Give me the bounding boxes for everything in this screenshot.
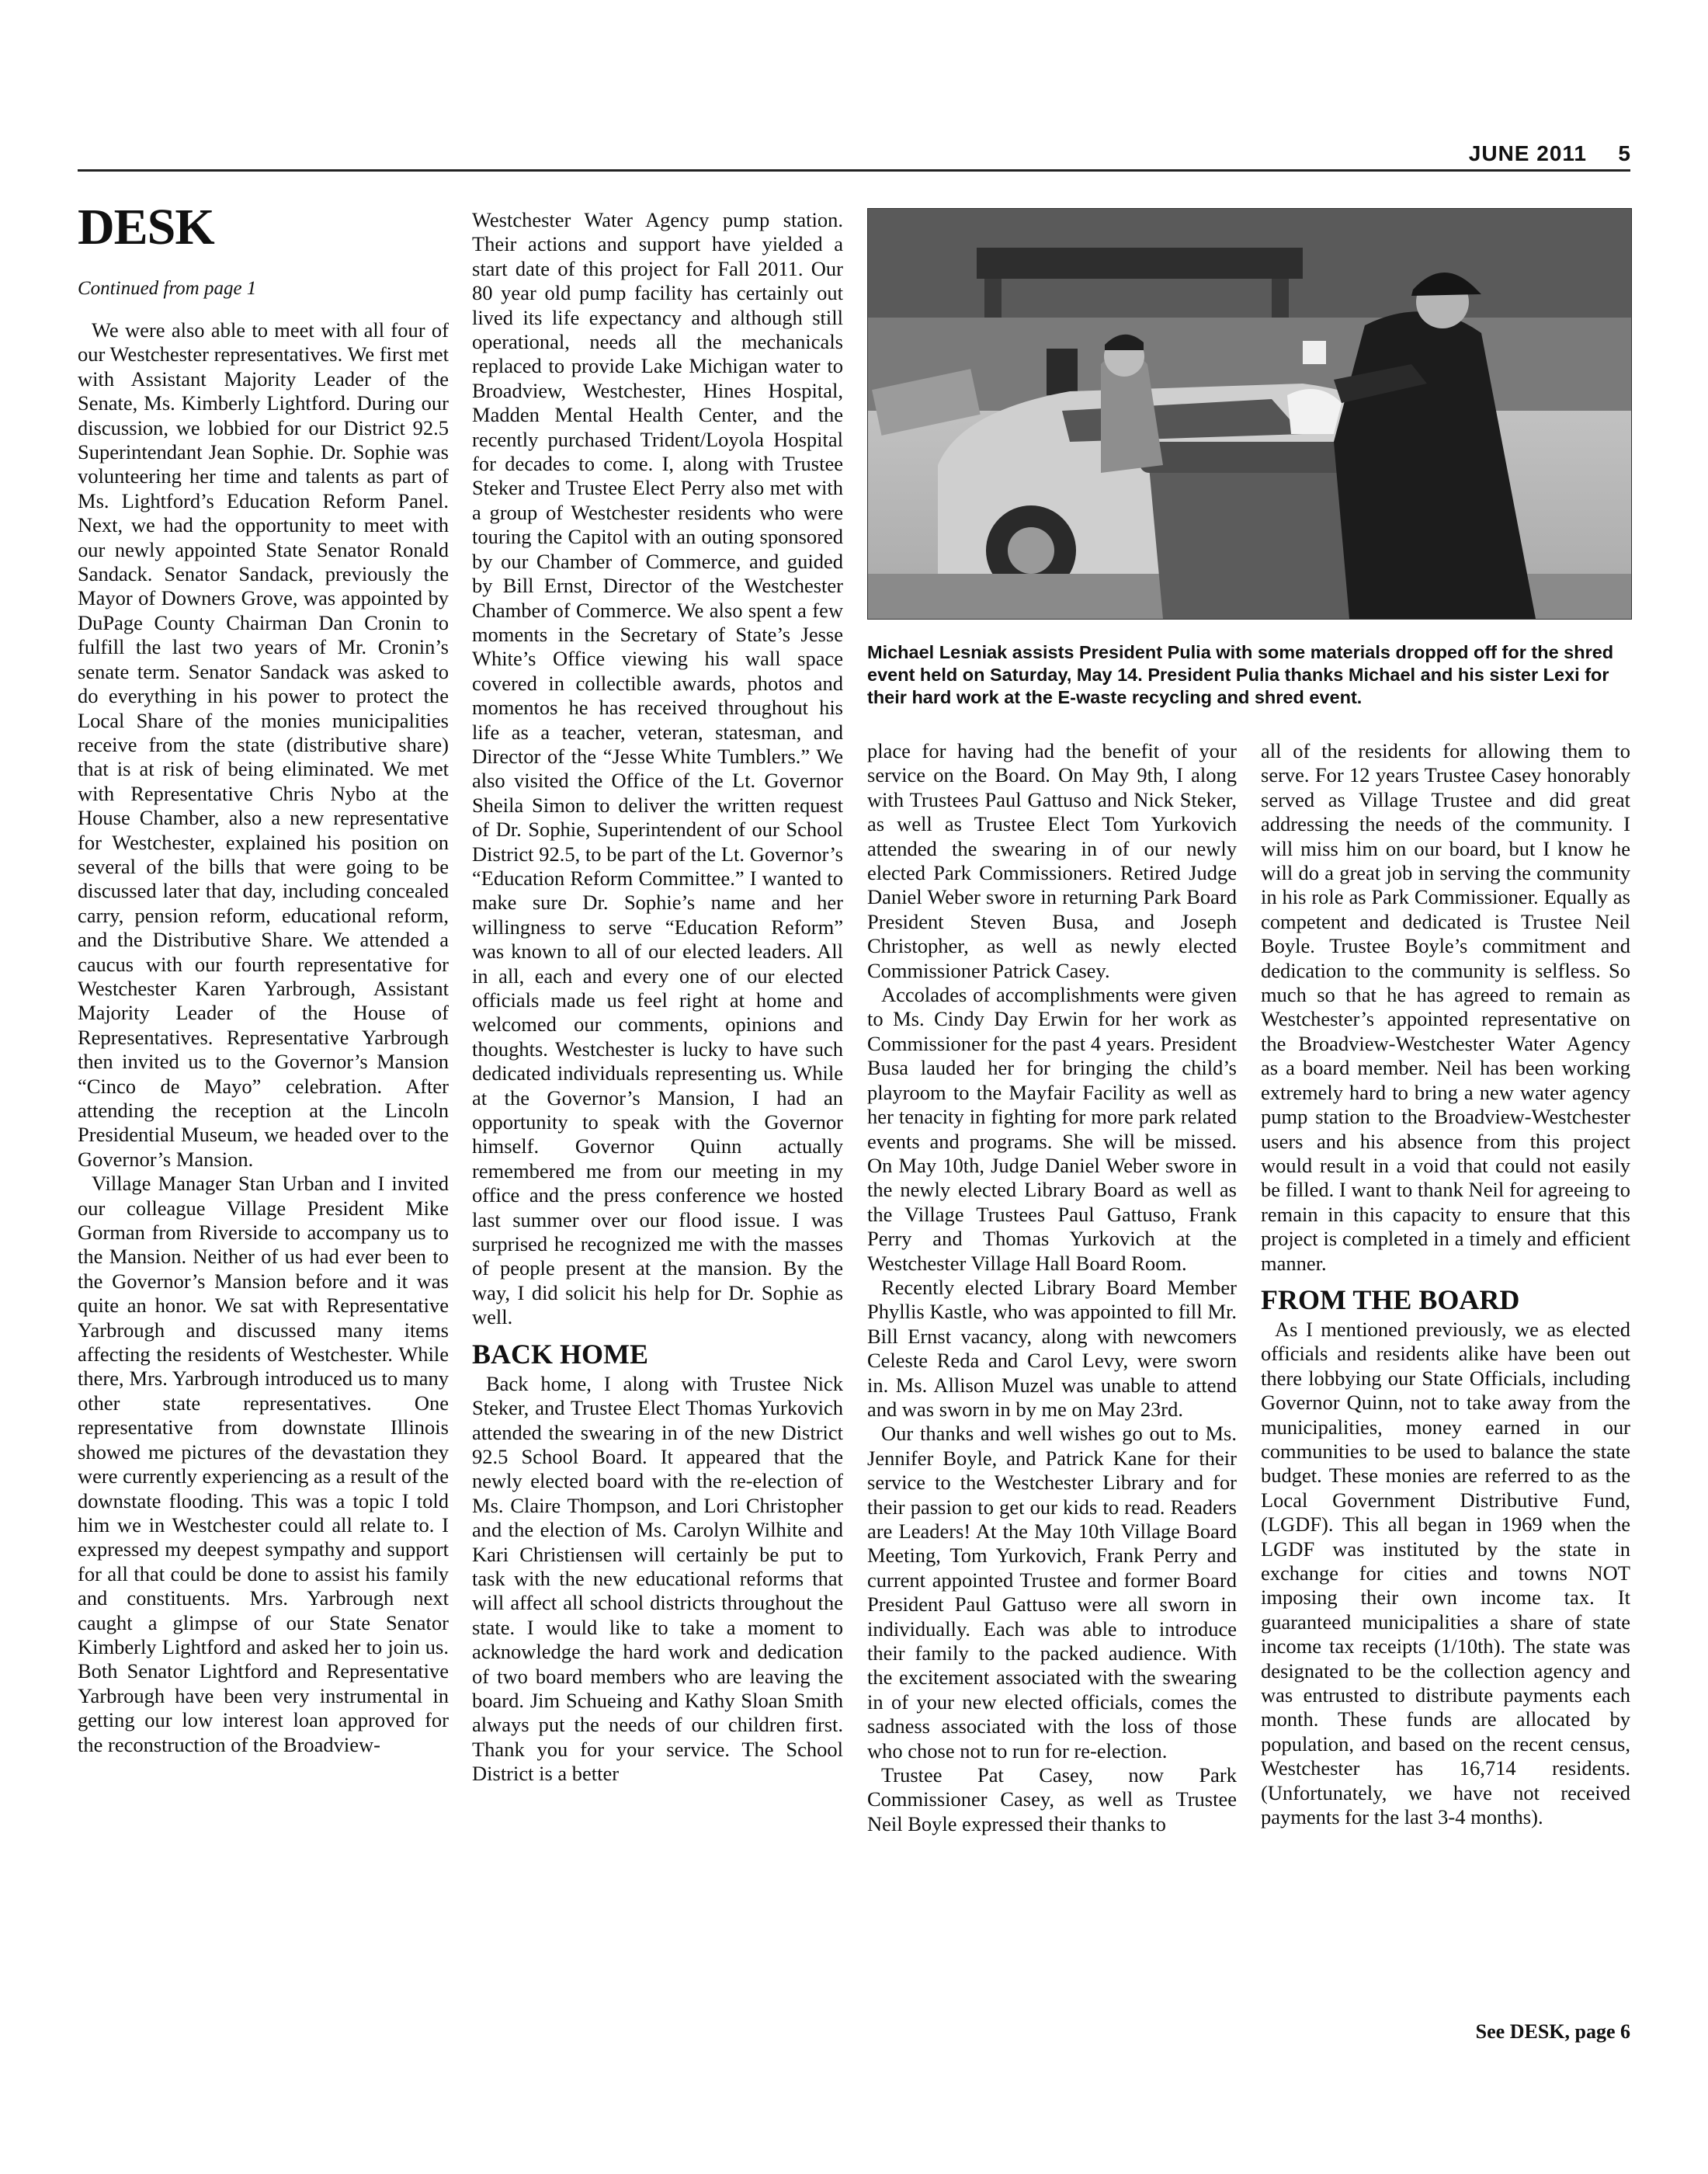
paragraph: all of the residents for allowing them to serve. For 12 years Trustee Casey honorably served as Village Trustee and did great addressing the needs of the community. I will miss him on our board, but I know he will do a great job in serving the community in his role as Park Commissioner. Equally as competent and dedicated is Trustee Neil Boyle. Trustee Boyle’s commitment and dedication to the community is selfless. So much so that he has agreed to remain as Westchester’s appointed representative on the Broadview-Westchester Water Agency as a board member. Neil has been working extremely hard to bring a new water agency pump station to the Broadview-Westchester users and his absence from this project would result in a void that could not easily be filled. I want to thank Neil for agreeing to remain in this capacity to ensure that this project is completed in a timely and efficient manner.: [1261, 739, 1630, 1275]
paragraph: We were also able to meet with all four of our Westchester representatives. We first met with Assistant Majority Leader of the Senate, Ms. Kimberly Lightford. During our discussion, we lobbied for our District 92.5 Superintendant Jean Sophie. Dr. Sophie was volunteering her time and talents as part of Ms. Lightford’s Education Reform Panel. Next, we had the opportunity to meet with our newly appointed State Senator Ronald Sandack. Senator Sandack, previously the Mayor of Downers Grove, was appointed by DuPage County Chairman Dan Cronin to fulfill the last two years of Mr. Cronin’s senate term. Senator Sandack was asked to do everything in his power to protect the Local Share of the monies municipalities receive from the state (distributive share) that is at risk of being eliminated. We met with Representative Chris Nybo at the House Chamber, also a new representative for Westchester, explained his position on several of the bills that were going to be discussed later that day, including concealed carry, pension reform, educational reform, and the Distributive Share. We attended a caucus with our fourth representative for Westchester Karen Yarbrough, Assistant Majority Leader of the House of Representatives. Representative Yarbrough then invited us to the Governor’s Mansion “Cinco de Mayo” celebration. After attending the reception at the Lincoln Presidential Museum, we headed over to the Governor’s Mansion.: [78, 318, 449, 1171]
page-header: [78, 141, 1630, 168]
paragraph: Recently elected Library Board Member Phyllis Kastle, who was appointed to fill Mr. Bill Ernst vacancy, along with newcomers Celeste Reda and Carol Levy, were sworn in. Ms. Allison Muzel was unable to attend and was sworn in by me on May 23rd.: [867, 1275, 1237, 1421]
paragraph: As I mentioned previously, we as elected officials and residents alike have been out there lobbying our State Officials, including Governor Quinn, not to take away from the municipalities, money earned in our communities to be used to balance the state budget. These monies are referred to as the Local Government Distributive Fund, (LGDF). This all began in 1969 when the LGDF was instituted by the state in exchange for cities and towns NOT imposing their own income tax. It guaranteed municipalities a share of state income tax receipts (1/10th). The state was designated to be the collection agency and was entrusted to distribute payments each month. These funds are allocated by population, and based on the recent census, Westchester has 16,714 residents. (Unfortunately, we have not received payments for the last 3-4 months).: [1261, 1317, 1630, 1829]
column-2: [472, 208, 843, 1787]
news-photo: [867, 208, 1632, 620]
paragraph: Back home, I along with Trustee Nick Steker, and Trustee Elect Thomas Yurkovich attended the swearing in of the new District 92.5 School Board. It appeared that the newly elected board with the re-election of Ms. Claire Thompson, and Lori Christopher and the election of Ms. Carolyn Wilhite and Kari Christiensen will certainly be put to task with the new educational reforms that will affect all school districts throughout the state. I would like to take a moment to acknowledge the hard work and dedication of two board members who are leaving the board. Jim Schueing and Kathy Sloan Smith always put the needs of our children first. Thank you for your service. The School District is a better: [472, 1371, 843, 1786]
paragraph: Accolades of accomplishments were given to Ms. Cindy Day Erwin for her work as Commissioner for the past 4 years. President Busa lauded her for bringing the child’s playroom to the Mayfair Facility as well as her tenacity in fighting for more park related events and programs. She will be missed. On May 10th, Judge Daniel Weber swore in the newly elected Library Board as well as the Village Trustees Paul Gattuso, Frank Perry and Thomas Yurkovich at the Westchester Village Hall Board Room.: [867, 983, 1237, 1275]
continued-on-note: See DESK, page 6: [1475, 2020, 1630, 2043]
issue-date: JUNE 2011: [1468, 141, 1587, 165]
column-3: [867, 739, 1237, 1836]
section-heading-back-home: BACK HOME: [472, 1338, 649, 1370]
paragraph: Westchester Water Agency pump station. Their actions and support have yielded a start date of this project for Fall 2011. Our 80 year old pump facility has certainly out lived its life expectancy and although still operational, needs all the mechanicals replaced to provide Lake Michigan water to Broadview, Westchester, Hines Hospital, Madden Mental Health Center, and the recently purchased Trident/Loyola Hospital for decades to come. I, along with Trustee Steker and Trustee Elect Perry also met with a group of Westchester residents who were touring the Capitol with an outing sponsored by our Chamber of Commerce, and guided by Bill Ernst, Director of the Westchester Chamber of Commerce. We also spent a few moments in the Secretary of State’s Jesse White’s Office viewing his wall space covered in collectible awards, photos and momentos he has received throughout his life as a teacher, veteran, statesman, and Director of the “Jesse White Tumblers.” We also visited the Office of the Lt. Governor Sheila Simon to deliver the written request of Dr. Sophie, Superintendent of our School District 92.5, to be part of the Lt. Governor’s “Education Reform Committee.” I wanted to make sure Dr. Sophie’s name and her willingness to serve “Education Reform” was known to all of our elected leaders. All in all, each and every one of our elected officials made us feel right at home and welcomed our comments, opinions and thoughts. Westchester is lucky to have such dedicated individuals representing us. While at the Governor’s Mansion, I had an opportunity to speak with the Governor himself. Governor Quinn actually remembered me from our meeting in my office and the press conference we hosted last summer over our flood issue. I was surprised he recognized me with the masses of people present at the mansion. By the way, I did solicit his help for Dr. Sophie as well.: [472, 208, 843, 1329]
paragraph: Trustee Pat Casey, now Park Commissioner Casey, as well as Trustee Neil Boyle expressed their thanks to: [867, 1763, 1237, 1835]
paragraph: Village Manager Stan Urban and I invited our colleague Village President Mike Gorman from Riverside to accompany us to the Mansion. Neither of us had ever been to the Governor’s Mansion before and it was quite an honor. We sat with Representative Yarbrough and discussed many items affecting the residents of Westchester. While there, Mrs. Yarbrough introduced us to many other state representatives. One representative from downstate Illinois showed me pictures of the devastation they were currently experiencing as a result of the downstate flooding. This was a topic I told him we in Westchester could all relate to. I expressed my deepest sympathy and support for all that could be done to assist his family and constituents. Mrs. Yarbrough next caught a glimpse of our State Senator Kimberly Lightford and asked her to join us. Both Senator Lightford and Representative Yarbrough have been very instrumental in getting our low interest loan approved for the reconstruction of the Broadview-: [78, 1172, 449, 1756]
article-title: DESK: [78, 199, 214, 255]
header-rule: [78, 169, 1630, 172]
column-4: [1261, 739, 1630, 1829]
paragraph: Our thanks and well wishes go out to Ms. Jennifer Boyle, and Patrick Kane for their service to the Westchester Library and for their passion to get our kids to read. Readers are Leaders! At the May 10th Village Board Meeting, Tom Yurkovich, Frank Perry and current appointed Trustee and former Board President Paul Gattuso were all sworn in individually. Each was able to introduce their family to the packed audience. With the excitement associated with the swearing in of your new elected officials, comes the sadness associated with the loss of those who chose not to run for re-election.: [867, 1422, 1237, 1762]
photo-caption: Michael Lesniak assists President Pulia with some materials dropped off for the shred event held on Saturday, May 14. President Pulia thanks Michael and his sister Lexi for their hard work at the E-waste recycling and shred event.: [867, 642, 1614, 707]
continued-note: Continued from page 1: [78, 278, 257, 299]
paragraph: place for having had the benefit of your service on the Board. On May 9th, I along with Trustees Paul Gattuso and Nick Steker, as well as Trustee Elect Tom Yurkovich attended the swearing in of our newly elected Park Commissioners. Retired Judge Daniel Weber swore in returning Park Board President Steven Busa, and Joseph Christopher, as well as newly elected Commissioner Patrick Casey.: [867, 739, 1237, 982]
page-number: 5: [1618, 141, 1630, 165]
section-heading-from-the-board: FROM THE BOARD: [1261, 1283, 1520, 1315]
column-1: [78, 318, 449, 1757]
photo-image: [868, 209, 1631, 619]
